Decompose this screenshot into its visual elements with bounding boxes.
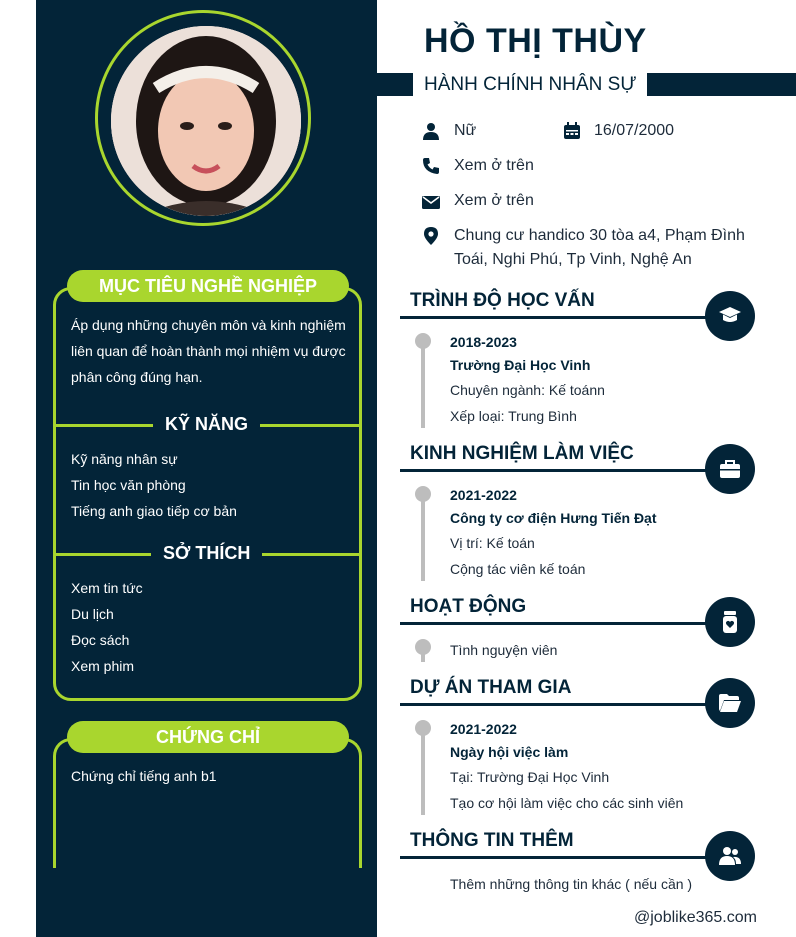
hobby-item: Xem tin tức	[71, 580, 143, 596]
hobby-item: Du lịch	[71, 606, 114, 622]
timeline-dot	[415, 639, 431, 655]
projects-badge	[705, 678, 755, 728]
timeline-dot	[415, 720, 431, 736]
jar-heart-icon	[718, 610, 742, 634]
hobbies-title: SỞ THÍCH	[151, 543, 262, 564]
skills-title: KỸ NĂNG	[153, 414, 260, 435]
experience-badge	[705, 444, 755, 494]
timeline-line	[421, 493, 425, 581]
candidate-name: HỒ THỊ THÙY	[424, 22, 647, 60]
experience-period: 2021-2022	[450, 487, 517, 503]
education-period: 2018-2023	[450, 334, 517, 350]
graduation-cap-icon	[718, 304, 742, 328]
extra-badge	[705, 831, 755, 881]
experience-position: Vị trí: Kế toán	[450, 535, 535, 551]
projects-title: DỰ ÁN THAM GIA	[410, 677, 572, 698]
timeline-line	[421, 340, 425, 428]
map-pin-icon	[422, 227, 440, 245]
education-school: Trường Đại Học Vinh	[450, 357, 591, 373]
activities-badge	[705, 597, 755, 647]
cert-title: CHỨNG CHỈ	[67, 721, 349, 753]
folder-open-icon	[718, 691, 742, 715]
phone-value: Xem ở trên	[454, 157, 534, 174]
phone-icon	[422, 157, 440, 175]
extra-title: THÔNG TIN THÊM	[410, 830, 574, 851]
activity-item: Tình nguyện viên	[450, 642, 558, 658]
project-desc: Tạo cơ hội làm việc cho các sinh viên	[450, 795, 684, 811]
timeline-dot	[415, 486, 431, 502]
objective-title: MỤC TIÊU NGHỀ NGHIỆP	[67, 270, 349, 302]
objective-text: Áp dụng những chuyên môn và kinh nghiệm liên quan để hoàn thành mọi nhiệm vụ được phân công đúng hạn.	[71, 317, 346, 385]
birthday-value: 16/07/2000	[594, 122, 675, 139]
cert-item: Chứng chỉ tiếng anh b1	[71, 768, 217, 784]
avatar	[111, 26, 301, 216]
email-value: Xem ở trên	[454, 192, 534, 209]
skill-item: Kỹ năng nhân sự	[71, 451, 178, 467]
title-bar-right	[647, 73, 796, 96]
envelope-icon	[422, 193, 440, 211]
education-badge	[705, 291, 755, 341]
education-rule	[400, 316, 710, 319]
project-name: Ngày hội việc làm	[450, 744, 569, 760]
project-period: 2021-2022	[450, 721, 517, 737]
users-icon	[718, 844, 742, 868]
skill-item: Tiếng anh giao tiếp cơ bản	[71, 503, 237, 519]
experience-company: Công ty cơ điện Hưng Tiến Đạt	[450, 510, 657, 526]
timeline-dot	[415, 333, 431, 349]
briefcase-icon	[718, 457, 742, 481]
address-line2: Toái, Nghi Phú, Tp Vinh, Nghệ An	[454, 251, 692, 268]
hobby-item: Xem phim	[71, 658, 135, 674]
experience-note: Cộng tác viên kế toán	[450, 561, 586, 577]
experience-rule	[400, 469, 710, 472]
timeline-line	[421, 727, 425, 815]
projects-rule	[400, 703, 710, 706]
job-title: HÀNH CHÍNH NHÂN SỰ	[424, 74, 637, 95]
extra-rule	[400, 856, 710, 859]
hobby-item: Đọc sách	[71, 632, 130, 648]
activities-title: HOẠT ĐỘNG	[410, 596, 527, 617]
user-icon	[422, 122, 440, 140]
title-bar-left	[377, 73, 413, 96]
extra-text: Thêm những thông tin khác ( nếu cần )	[450, 876, 693, 892]
skill-item: Tin học văn phòng	[71, 477, 186, 493]
education-major: Chuyên ngành: Kế toánn	[450, 382, 605, 398]
watermark: @joblike365.com	[634, 909, 757, 926]
calendar-icon	[563, 122, 581, 140]
project-place: Tại: Trường Đại Học Vinh	[450, 769, 610, 785]
sidebar-box-cert	[53, 738, 362, 868]
experience-title: KINH NGHIỆM LÀM VIỆC	[410, 443, 634, 464]
activities-rule	[400, 622, 710, 625]
address-line1: Chung cư handico 30 tòa a4, Phạm Đình	[454, 227, 745, 244]
education-title: TRÌNH ĐỘ HỌC VẤN	[410, 290, 595, 311]
gender-value: Nữ	[454, 122, 477, 139]
education-grade: Xếp loại: Trung Bình	[450, 408, 577, 424]
